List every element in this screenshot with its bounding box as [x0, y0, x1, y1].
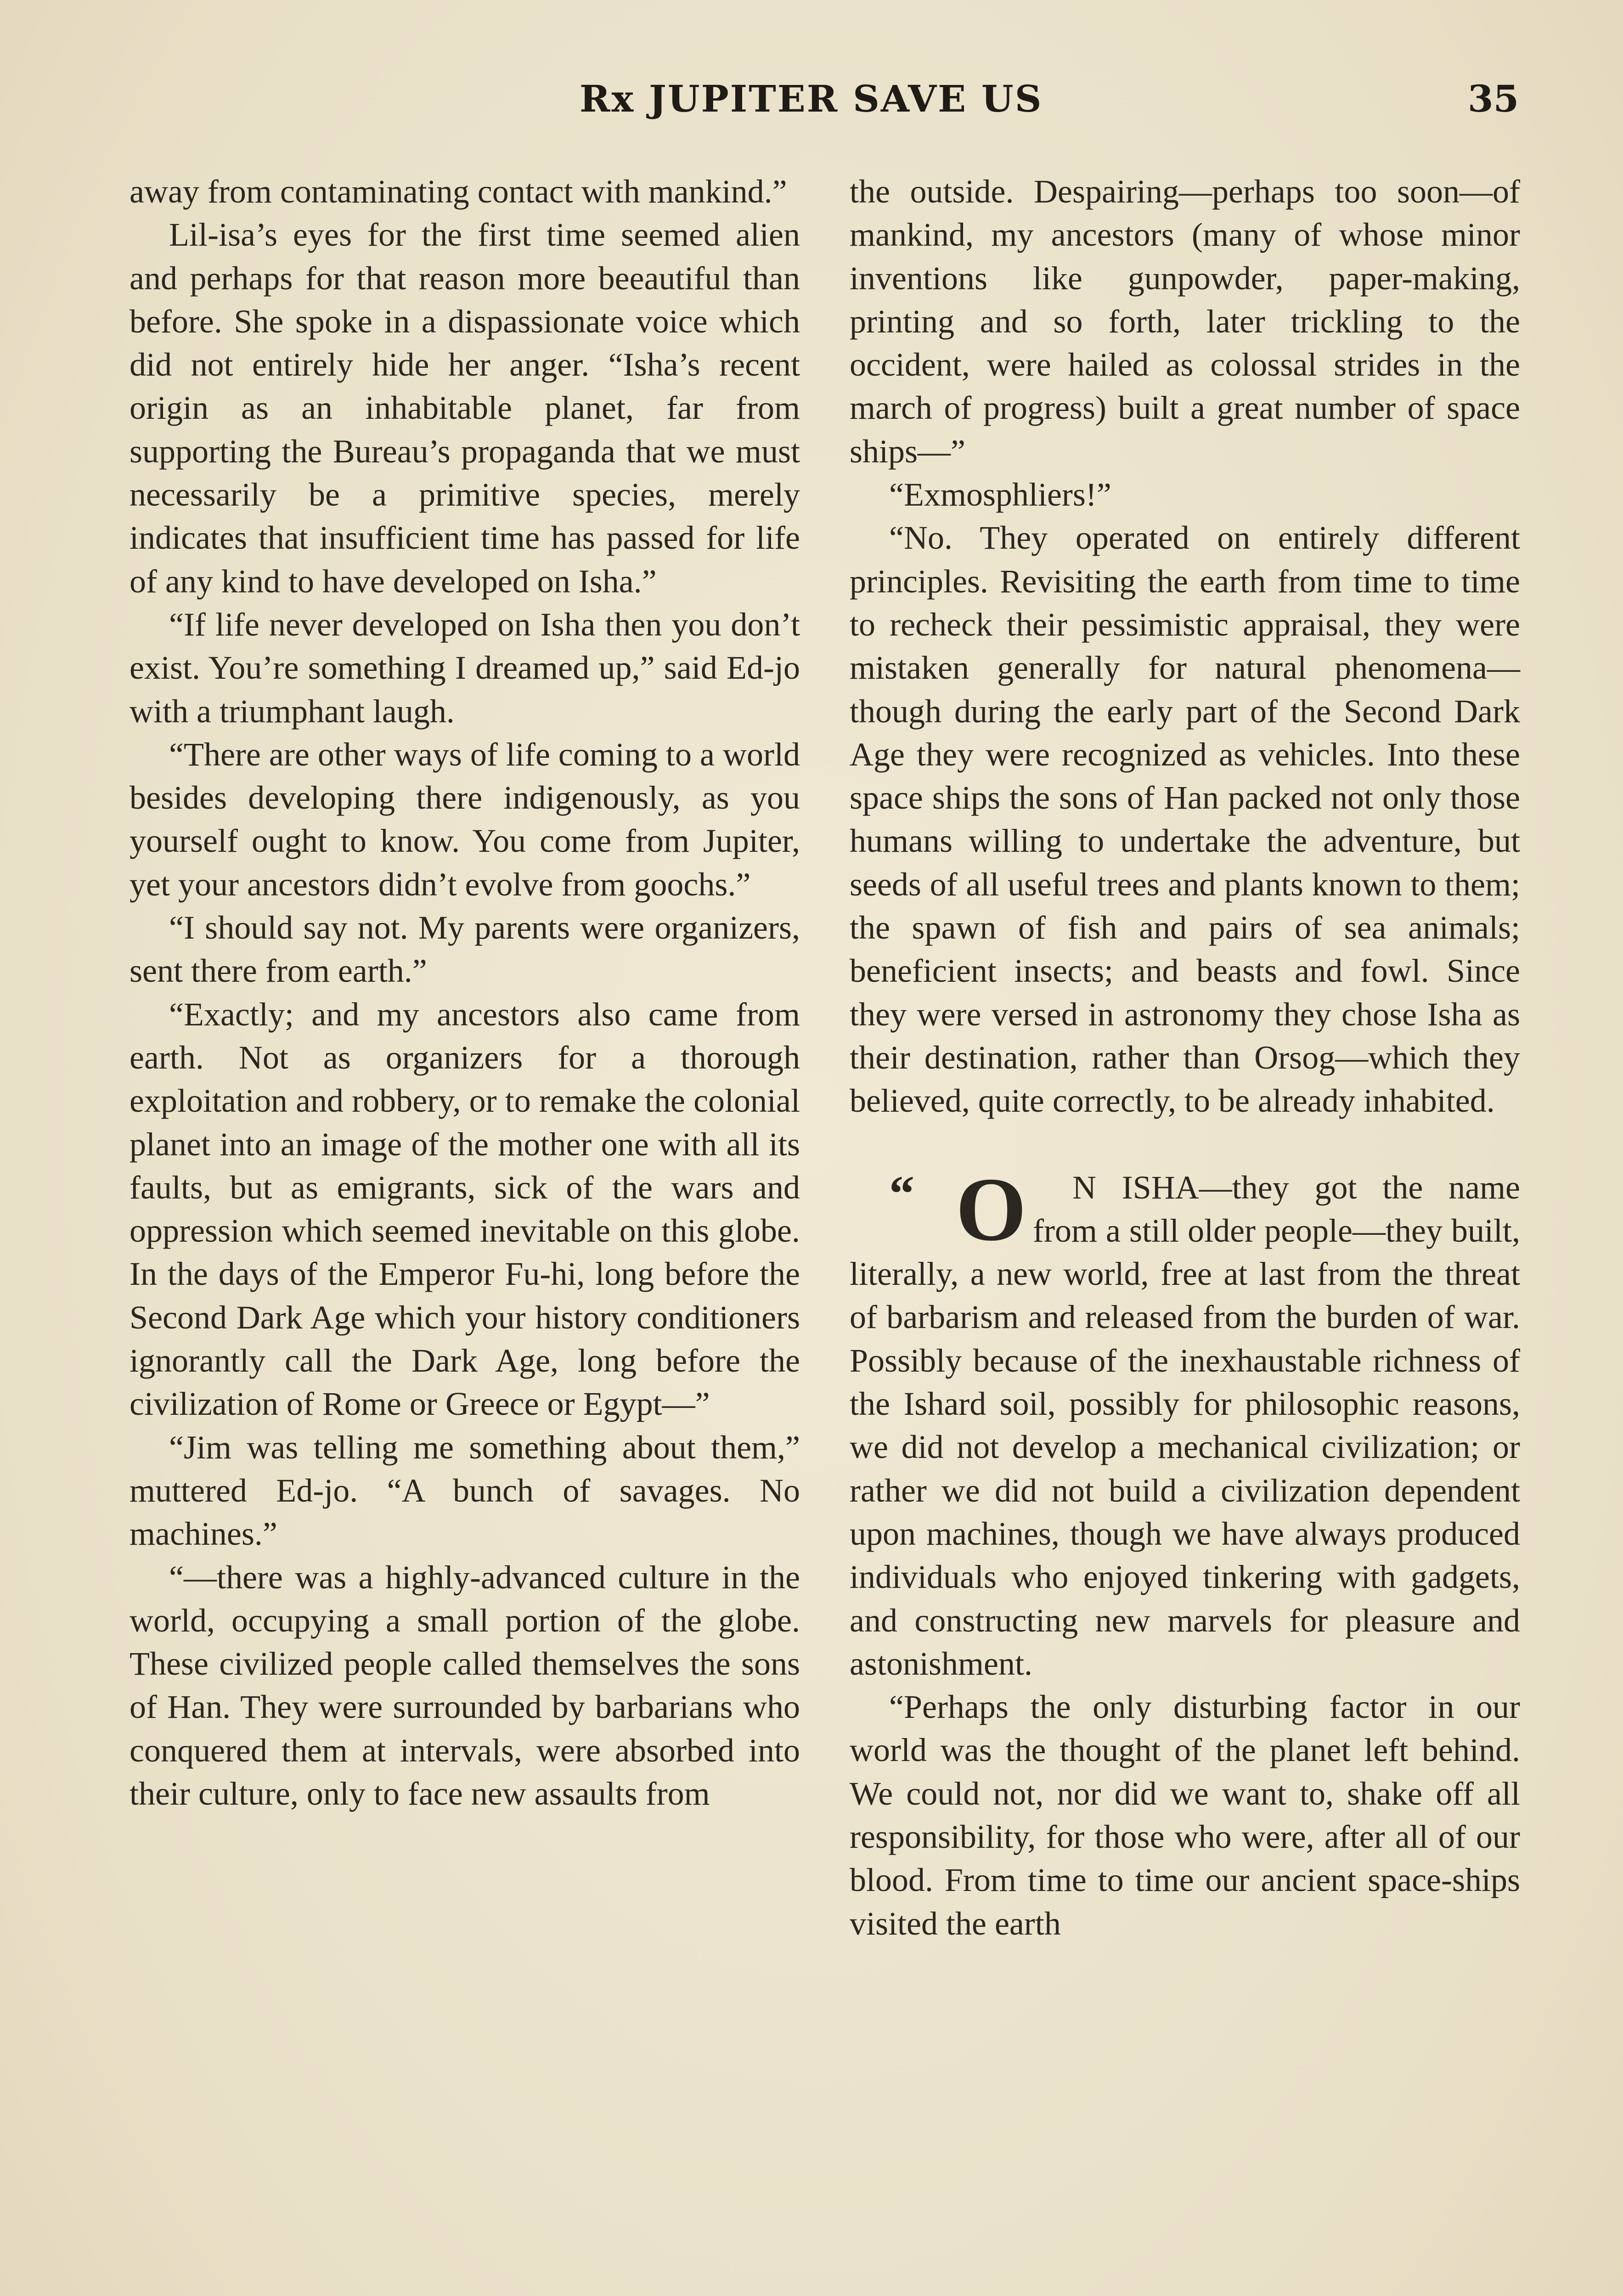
- page-number: 35: [1468, 77, 1519, 120]
- paragraph: the outside. Despairing—perhaps too soon—of mankind, my ancestors (many of whose minor inventions like gunpowder, paper-making, printing and so forth, later trickling to the occident, were hailed as colossal strides in the march of progress) built a great number of space ships—”: [850, 173, 1520, 470]
- dropcap-paragraph-text: N ISHA—they got the name from a still older people—they built, literally, a new world, free at last from the threat of barbarism and released from the burden of war. Possibly because of the inexhaustable richness of the Ishard soil, possibly for philosophic reasons, we did not develop a mechanical civilization; or rather we did not build a civilization dependent upon machines, though we have always produced individuals who enjoyed tinkering with gadgets, and constructing new marvels for pleasure and astonishment.: [850, 1169, 1520, 1682]
- paragraph: Lil-isa’s eyes for the first time seemed alien and perhaps for that reason more beeautiful than before. She spoke in a dispassionate voice which did not entirely hide her anger. “Isha’s recent origin as an inhabitable planet, far from supporting the Bureau’s propaganda that we must necessarily be a primitive species, merely indicates that insufficient time has passed for life of any kind to have developed on Isha.”: [130, 216, 800, 600]
- running-head-title: Rx JUPITER SAVE US: [580, 77, 1043, 120]
- paragraph: “Exactly; and my ancestors also came from earth. Not as organizers for a thorough exploitation and robbery, or to remake the colonial planet into an image of the mother one with all its faults, but as emigrants, sick of the wars and oppression which seemed inevitable on this globe. In the days of the Emperor Fu-hi, long before the Second Dark Age which your history conditioners ignorantly call the Dark Age, long before the civilization of Rome or Greece or Egypt—”: [130, 996, 800, 1423]
- paragraph: “I should say not. My parents were organizers, sent there from earth.”: [130, 909, 800, 990]
- right-text-column: [850, 170, 1520, 1945]
- paragraph: “—there was a highly-advanced culture in the world, occupying a small portion of the globe. These civilized people called themselves the sons of Han. They were surrounded by barbarians who conquered them at intervals, were absorbed into their culture, only to face new assaults from: [130, 1559, 800, 1812]
- paragraph: “No. They operated on entirely different principles. Revisiting the earth from time to time to recheck their pessimistic appraisal, they were mistaken generally for natural phenomena—though during the early part of the Second Dark Age they were recognized as vehicles. Into these space ships the sons of Han packed not only those humans willing to undertake the adventure, but seeds of all useful trees and plants known to them; the spawn of fish and pairs of sea animals; beneficient insects; and beasts and fowl. Since they were versed in astronomy they chose Isha as their destination, rather than Orsog—which they believed, quite correctly, to be already inhabited.: [850, 519, 1520, 1120]
- section-break: [850, 1123, 1520, 1166]
- dropcap-paragraph: [850, 1159, 1520, 1686]
- left-text-column: [130, 170, 800, 1815]
- dropcap-quote-mark: “: [889, 1165, 914, 1221]
- paragraph: “Perhaps the only disturbing factor in our world was the thought of the planet left behind. We could not, nor did we want to, shake off all responsibility, for those who were, after all of our blood. From time to time our ancient space-ships visited the earth: [850, 1688, 1520, 1942]
- paragraph: “If life never developed on Isha then you don’t exist. You’re something I dreamed up,” said Ed-jo with a triumphant laugh.: [130, 606, 800, 730]
- paragraph: “Jim was telling me something about them,” muttered Ed-jo. “A bunch of savages. No machines.”: [130, 1429, 800, 1553]
- paragraph: “There are other ways of life coming to a world besides developing there indigenously, as you yourself ought to know. You come from Jupiter, yet your ancestors didn’t evolve from goochs.”: [130, 736, 800, 903]
- paragraph: away from contaminating contact with mankind.”: [130, 173, 787, 210]
- dropcap-letter: O: [956, 1159, 1027, 1260]
- paragraph: “Exmosphliers!”: [889, 476, 1111, 513]
